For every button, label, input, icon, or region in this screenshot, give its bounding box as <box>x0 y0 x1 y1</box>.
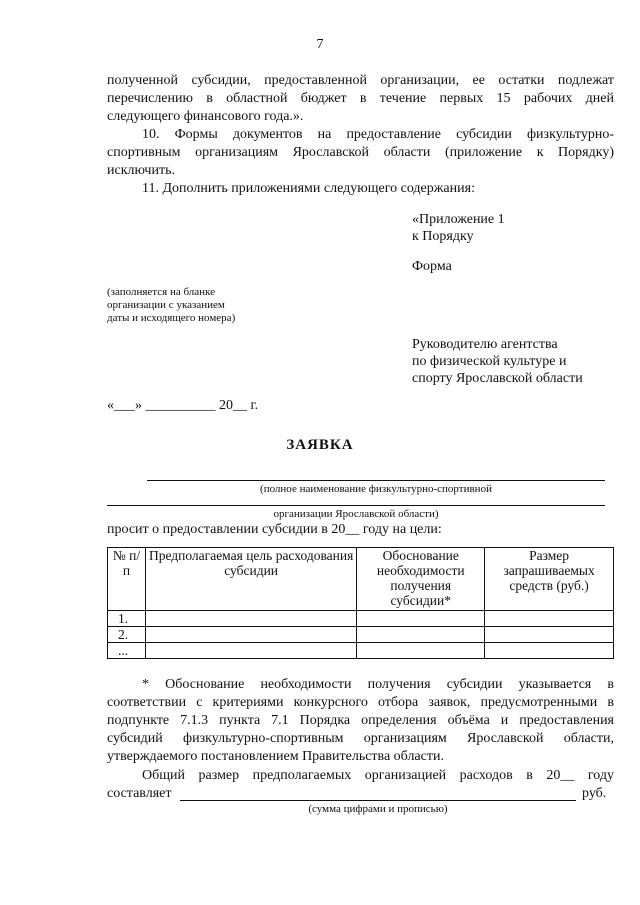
table-cell-number: 2. <box>108 627 146 643</box>
total-label: составляет <box>107 786 172 801</box>
addressee-line: по физической культуре и <box>412 354 567 369</box>
item-10-line: исключить. <box>107 163 175 178</box>
footnote-line: соответствии с критериями конкурсного отбора заявок, предусмотренными в <box>107 695 614 710</box>
subsidy-table <box>107 547 614 659</box>
item-11: 11. Дополнить приложениями следующего содержания: <box>142 181 475 196</box>
table-row <box>108 611 614 627</box>
letterhead-note-line: (заполняется на бланке <box>107 286 215 298</box>
total-amount-field-line <box>180 800 576 801</box>
addressee-line: спорту Ярославской области <box>412 371 583 386</box>
appendix-title: «Приложение 1 <box>412 212 505 227</box>
letterhead-note-line: даты и исходящего номера) <box>107 312 236 324</box>
table-cell <box>485 627 614 643</box>
paragraph-line: следующего финансового года.». <box>107 109 304 124</box>
footnote-line: подпункте 7.1.3 пункта 7.1 Порядка определения объёма и предоставления <box>107 713 614 728</box>
table-cell <box>357 611 485 627</box>
total-caption: (сумма цифрами и прописью) <box>308 803 448 815</box>
footnote-line: утверждаемого постановлением Правительства области. <box>107 749 444 764</box>
table-header-amount: Размер запрашиваемых средств (руб.) <box>485 548 614 611</box>
appendix-subtitle: к Порядку <box>412 229 474 244</box>
org-name-caption: (полное наименование физкультурно-спортивной <box>260 483 492 495</box>
footnote-line: субсидий физкультурно-спортивным организациям Ярославской области, <box>107 731 614 746</box>
letterhead-note-line: организации с указанием <box>107 299 225 311</box>
item-10-line: спортивным организациям Ярославской области (приложение к Порядку) <box>107 145 614 160</box>
table-row <box>108 627 614 643</box>
document-title: ЗАЯВКА <box>286 437 354 453</box>
org-name-field-line-2 <box>107 505 605 506</box>
paragraph-line: перечислению в областной бюджет в течение первых 15 рабочих дней <box>107 91 614 106</box>
table-header-justification: Обоснование необходимости получения субсидии* <box>357 548 485 611</box>
table-cell <box>145 643 356 659</box>
table-row <box>108 643 614 659</box>
page-number: 7 <box>316 37 324 52</box>
total-currency: руб. <box>582 786 607 801</box>
table-cell <box>145 627 356 643</box>
org-name-caption: организации Ярославской области) <box>273 508 439 520</box>
table-cell <box>357 643 485 659</box>
total-line: Общий размер предполагаемых организацией расходов в 20__ году <box>142 768 614 783</box>
table-header-number: № п/п <box>108 548 146 611</box>
item-10-line: 10. Формы документов на предоставление субсидии физкультурно- <box>142 127 614 142</box>
org-name-field-line <box>147 480 605 481</box>
date-line: «___» __________ 20__ г. <box>107 398 259 413</box>
footnote-line: * Обоснование необходимости получения субсидии указывается в <box>142 677 614 692</box>
paragraph-line: полученной субсидии, предоставленной организации, ее остатки подлежат <box>107 73 614 88</box>
table-header-purpose: Предполагаемая цель расходования субсидии <box>145 548 356 611</box>
table-cell <box>485 643 614 659</box>
form-label: Форма <box>412 259 452 274</box>
table-cell-number: ... <box>108 643 146 659</box>
table-cell <box>357 627 485 643</box>
addressee-line: Руководителю агентства <box>412 337 558 352</box>
request-line: просит о предоставлении субсидии в 20__ году на цели: <box>107 522 442 537</box>
table-cell-number: 1. <box>108 611 146 627</box>
table-cell <box>485 611 614 627</box>
table-cell <box>145 611 356 627</box>
